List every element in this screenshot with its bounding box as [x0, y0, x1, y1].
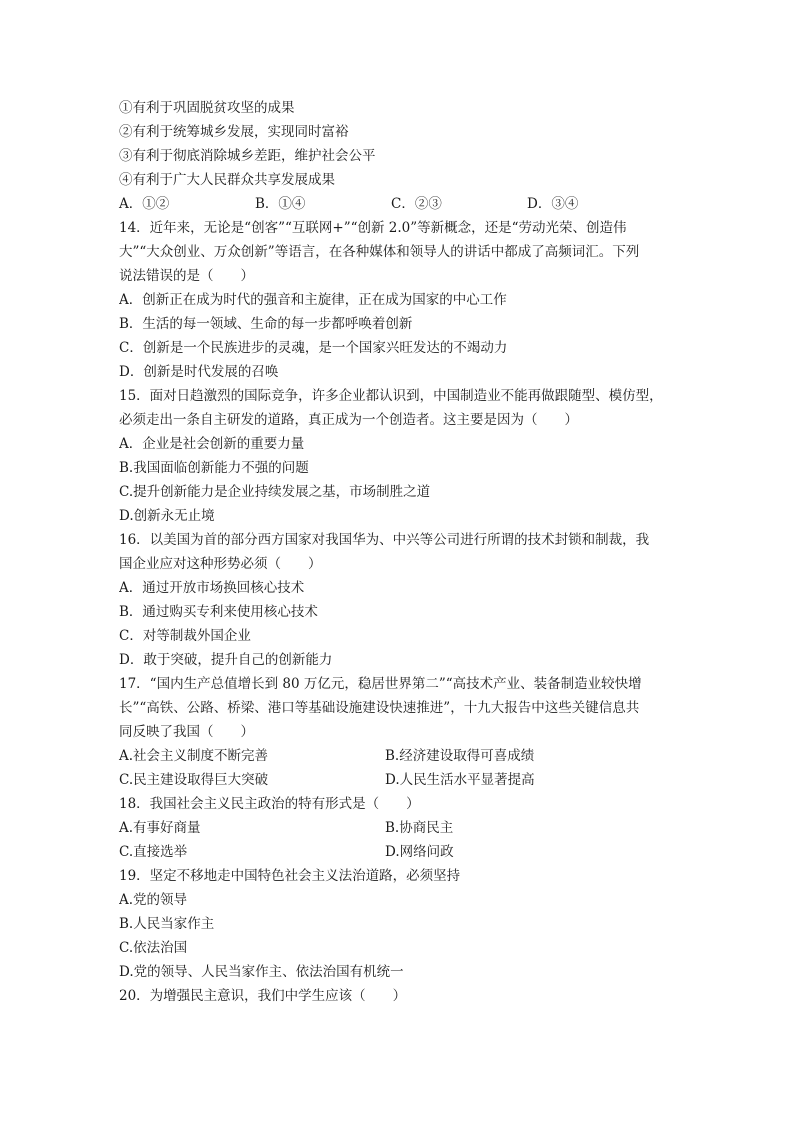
options-row [119, 768, 699, 792]
statement-2: ②有利于统筹城乡发展，实现同时富裕 [119, 124, 349, 140]
question-stem: 国企业应对这种形势必须（ ） [119, 556, 322, 572]
option-c: C.依法治国 [119, 940, 188, 956]
statement-1: ①有利于巩固脱贫攻坚的成果 [119, 100, 295, 116]
option-b: B．①④ [255, 196, 306, 212]
option-b: B.经济建设取得可喜成绩 [385, 748, 535, 764]
options-row [119, 744, 699, 768]
options-row [119, 816, 699, 840]
question-stem: 18．我国社会主义民主政治的特有形式是（ ） [119, 796, 420, 812]
question-stem: 大”“大众创业、万众创新”等语言，在各种媒体和领导人的讲话中都成了高频词汇。下列 [119, 244, 640, 260]
option-c: C．②③ [391, 196, 442, 212]
question-14 [119, 216, 699, 384]
question-15 [119, 384, 699, 528]
question-16 [119, 528, 699, 672]
option-a: A．企业是社会创新的重要力量 [119, 436, 305, 452]
option-d: D．创新是时代发展的召唤 [119, 364, 279, 380]
option-d: D．③④ [527, 196, 579, 212]
statement-4: ④有利于广大人民群众共享发展成果 [119, 172, 335, 188]
question-stem: 同反映了我国（ ） [119, 724, 254, 740]
option-d: D.创新永无止境 [119, 508, 215, 524]
options-row [119, 192, 699, 216]
option-a: A．①② [119, 196, 170, 212]
option-d: D.党的领导、人民当家作主、依法治国有机统一 [119, 964, 404, 980]
option-b: B.协商民主 [385, 820, 454, 836]
option-a: A．通过开放市场换回核心技术 [119, 580, 305, 596]
option-a: A.有事好商量 [119, 820, 201, 836]
question-stem: 说法错误的是（ ） [119, 268, 254, 284]
option-c: C.民主建设取得巨大突破 [119, 772, 269, 788]
option-c: C．对等制裁外国企业 [119, 628, 251, 644]
question-17 [119, 672, 699, 792]
option-b: B.我国面临创新能力不强的问题 [119, 460, 309, 476]
option-b: B.人民当家作主 [119, 916, 215, 932]
option-a: A.党的领导 [119, 892, 188, 908]
option-d: D.人民生活水平显著提高 [385, 772, 535, 788]
question-stem: 长”“高铁、公路、桥梁、港口等基础设施建设快速推进”，十九大报告中这些关键信息共 [119, 700, 640, 716]
question-13 [119, 96, 699, 216]
question-list [119, 96, 699, 1008]
question-stem: 17．“国内生产总值增长到 80 万亿元，稳居世界第二”“高技术产业、装备制造业较快增 [119, 676, 642, 692]
option-d: D．敢于突破，提升自己的创新能力 [119, 652, 333, 668]
question-stem: 必须走出一条自主研发的道路，真正成为一个创造者。这主要是因为（ ） [119, 412, 578, 428]
option-b: B．通过购买专利来使用核心技术 [119, 604, 318, 620]
question-18 [119, 792, 699, 864]
option-c: C.提升创新能力是企业持续发展之基，市场制胜之道 [119, 484, 431, 500]
option-c: C.直接选举 [119, 844, 188, 860]
question-stem: 15．面对日趋激烈的国际竞争，许多企业都认识到，中国制造业不能再做跟随型、模仿型， [119, 388, 663, 404]
question-19 [119, 864, 699, 984]
option-a: A．创新正在成为时代的强音和主旋律，正在成为国家的中心工作 [119, 292, 507, 308]
option-b: B．生活的每一领域、生命的每一步都呼唤着创新 [119, 316, 413, 332]
statement-3: ③有利于彻底消除城乡差距，维护社会公平 [119, 148, 376, 164]
options-row [119, 840, 699, 864]
question-stem: 14．近年来，无论是“创客”“互联网+”“创新 2.0”等新概念，还是“劳动光荣、创造伟 [119, 220, 627, 236]
question-stem: 20．为增强民主意识，我们中学生应该（ ） [119, 988, 407, 1004]
question-stem: 16．以美国为首的部分西方国家对我国华为、中兴等公司进行所谓的技术封锁和制裁，我 [119, 532, 650, 548]
question-20 [119, 984, 699, 1008]
option-d: D.网络问政 [385, 844, 454, 860]
question-stem: 19．坚定不移地走中国特色社会主义法治道路，必须坚持 [119, 868, 461, 884]
option-c: C．创新是一个民族进步的灵魂，是一个国家兴旺发达的不竭动力 [119, 340, 508, 356]
option-a: A.社会主义制度不断完善 [119, 748, 269, 764]
